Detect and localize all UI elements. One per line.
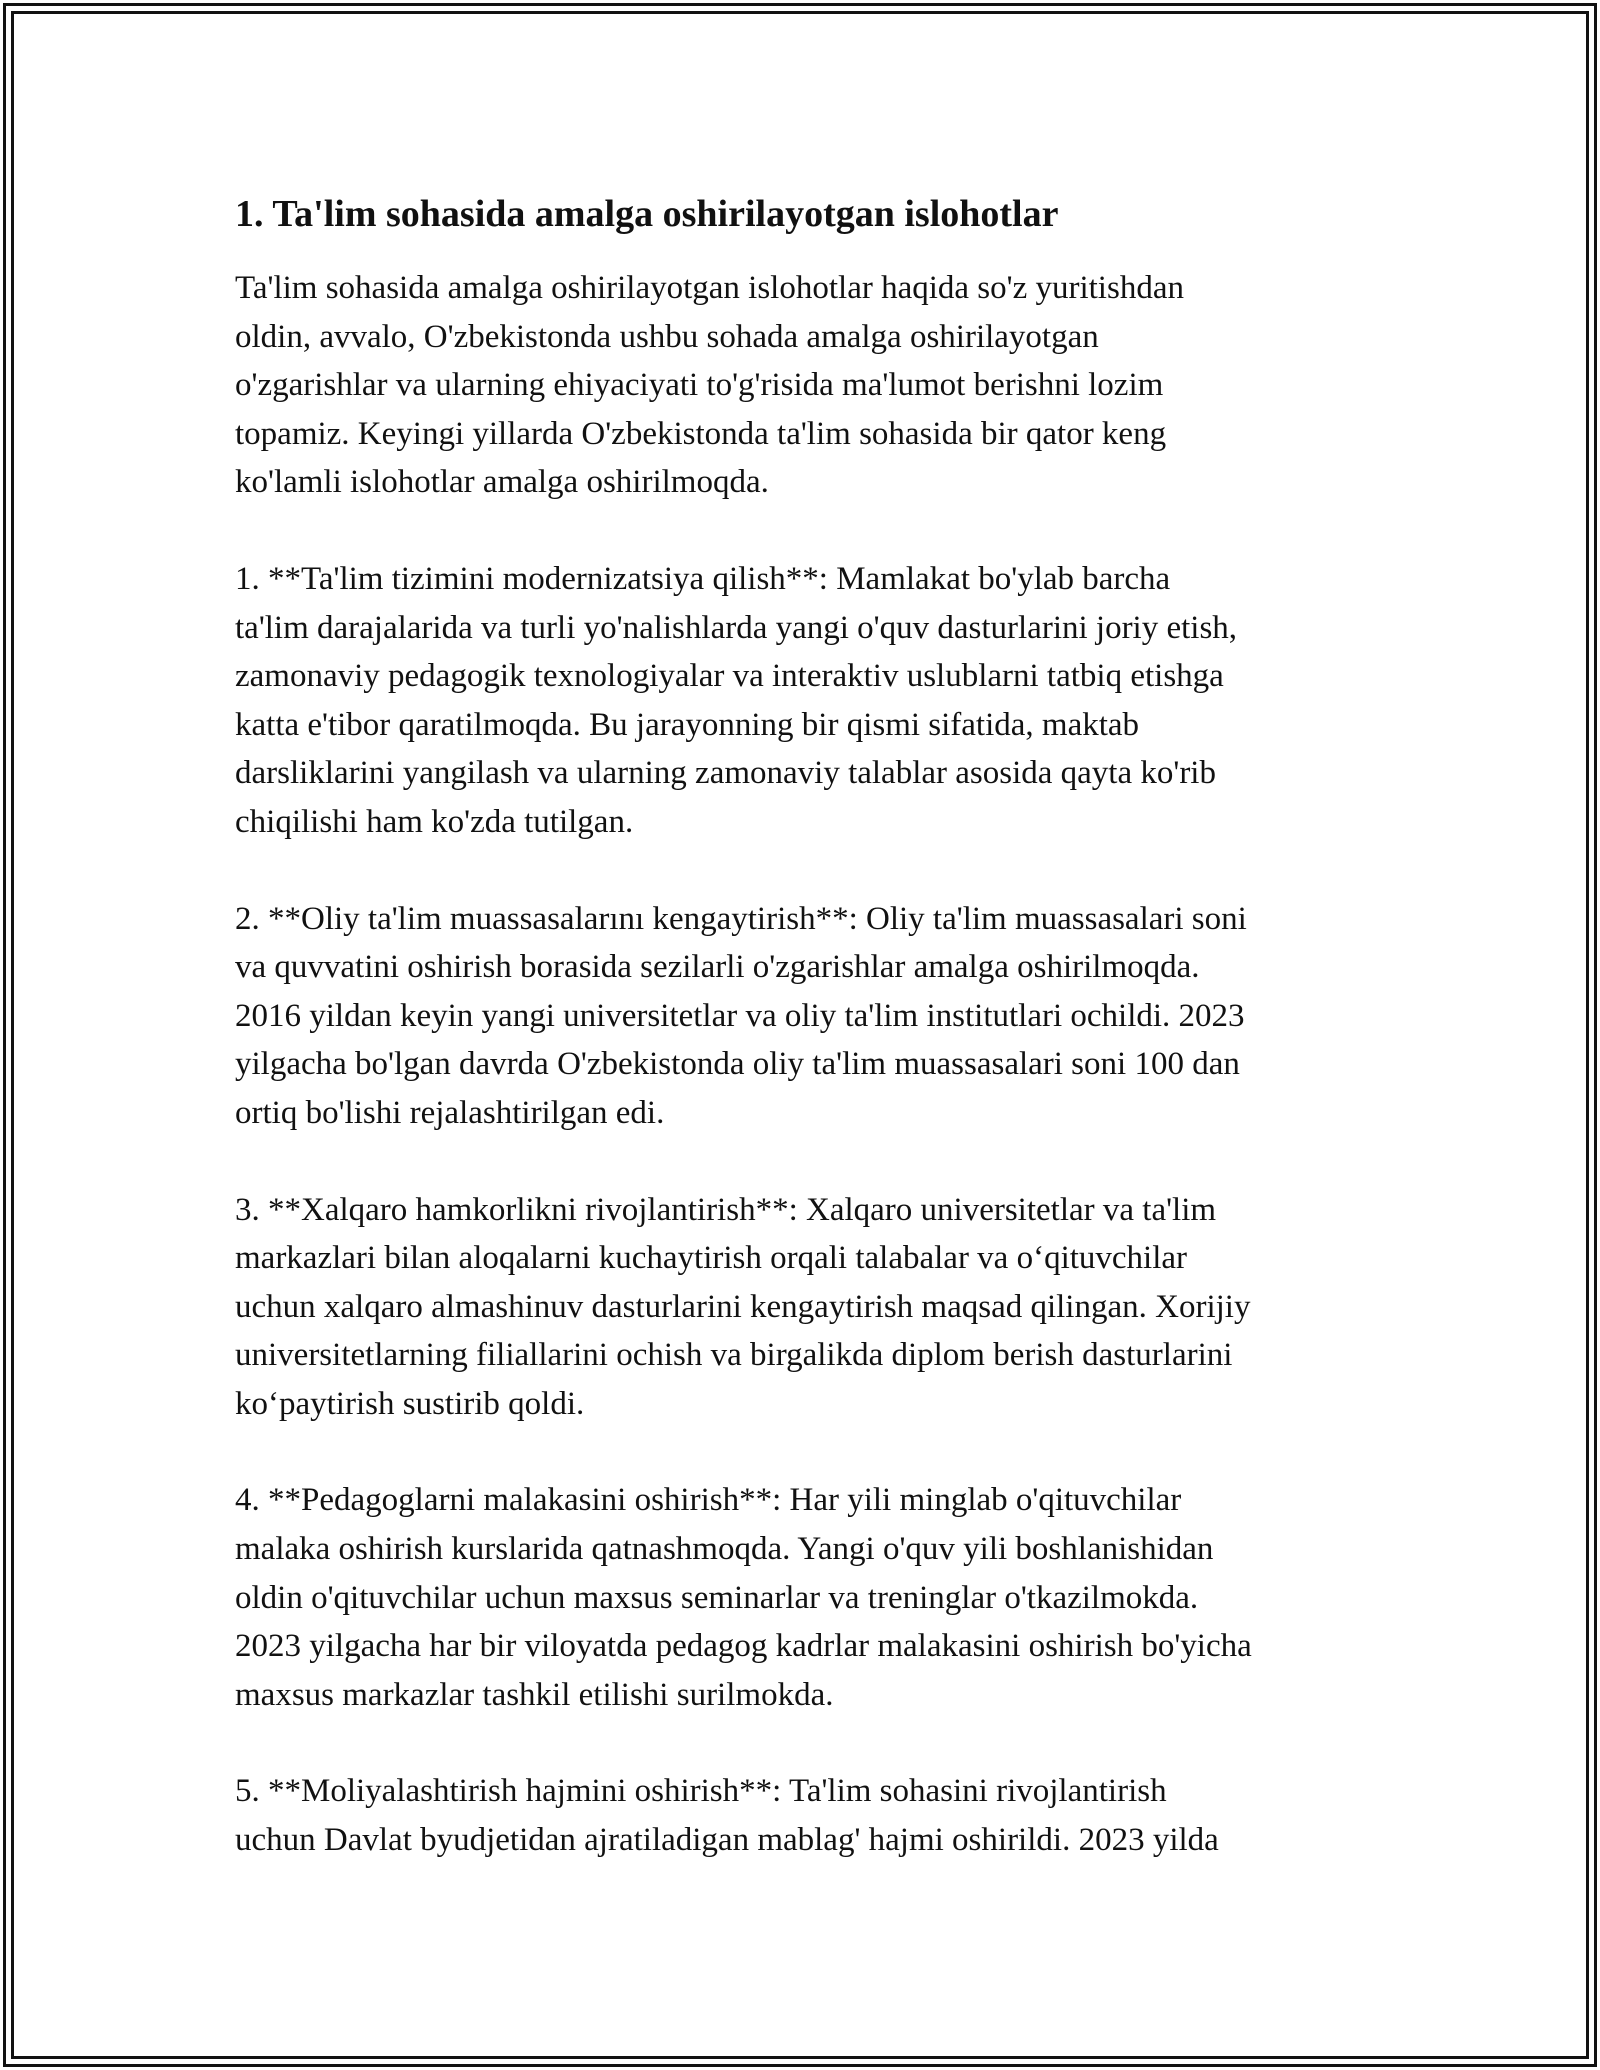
text-line: zamonaviy pedagogik texnologiyalar va interaktiv uslublarni tatbiq etishga — [235, 658, 1224, 695]
text-line: 2. **Oliy ta'lim muassasalarını kengaytirish**: Oliy ta'lim muassasalari soni — [235, 900, 1247, 937]
intro-paragraph — [235, 264, 1395, 507]
list-item-1-paragraph — [235, 555, 1395, 847]
text-line: ortiq bo'lishi rejalashtirilgan edi. — [235, 1094, 665, 1131]
text-line: o'zgarishlar va ularning ehiyaciyati to'g'risida ma'lumot berishni lozim — [235, 367, 1164, 404]
text-line: 1. **Ta'lim tizimini modernizatsiya qilish**: Mamlakat bo'ylab barcha — [235, 560, 1171, 597]
text-line: topamiz. Keyingi yillarda O'zbekistonda ta'lim sohasida bir qator keng — [235, 415, 1167, 452]
text-line: ta'lim darajalarida va turli yo'nalishlarda yangi o'quv dasturlarini joriy etish, — [235, 609, 1238, 646]
text-line: chiqilishi ham ko'zda tutilgan. — [235, 803, 634, 840]
list-item-5-paragraph — [235, 1767, 1395, 1864]
list-item-4-paragraph — [235, 1476, 1395, 1719]
list-item-2-paragraph — [235, 895, 1395, 1138]
text-line: universitetlarning filiallarini ochish va birgalikda diplom berish dasturlarini — [235, 1337, 1233, 1374]
text-line: malaka oshirish kurslarida qatnashmoqda. Yangi o'quv yili boshlanishidan — [235, 1531, 1214, 1568]
section-heading: 1. Ta'lim sohasida amalga oshirilayotgan islohotlar — [235, 193, 1059, 235]
text-line: yilgacha bo'lgan davrda O'zbekistonda oliy ta'lim muassasalari soni 100 dan — [235, 1046, 1240, 1083]
text-line: oldin o'qituvchilar uchun maxsus seminarlar va treninglar o'tkazilmokda. — [235, 1579, 1199, 1616]
text-line: katta e'tibor qaratilmoqda. Bu jarayonning bir qismi sifatida, maktab — [235, 706, 1140, 743]
text-line: va quvvatini oshirish borasida sezilarli o'zgarishlar amalga oshirilmoqda. — [235, 949, 1200, 986]
text-line: 4. **Pedagoglarni malakasini oshirish**: Har yili minglab o'qituvchilar — [235, 1482, 1182, 1519]
text-line: ko'lamli islohotlar amalga oshirilmoqda. — [235, 464, 769, 501]
text-line: 5. **Moliyalashtirish hajmini oshirish**: Ta'lim sohasini rivojlantirish — [235, 1773, 1167, 1810]
list-item-3-paragraph — [235, 1186, 1395, 1429]
text-line: maxsus markazlar tashkil etilishi surilmokda. — [235, 1676, 834, 1713]
text-line: 3. **Xalqaro hamkorlikni rivojlantirish**: Xalqaro universitetlar va ta'lim — [235, 1191, 1217, 1228]
text-line: Ta'lim sohasida amalga oshirilayotgan islohotlar haqida so'z yuritishdan — [235, 270, 1184, 306]
document-body — [235, 188, 1395, 1913]
text-line: uchun Davlat byudjetidan ajratiladigan mablag' hajmi oshirildi. 2023 yilda — [235, 1822, 1219, 1859]
text-line: oldin, avvalo, O'zbekistonda ushbu sohada amalga oshirilayotgan — [235, 318, 1099, 355]
text-line: markazlari bilan aloqalarni kuchaytirish orqali talabalar va o‘qituvchilar — [235, 1240, 1188, 1277]
text-line: uchun xalqaro almashinuv dasturlarini kengaytirish maqsad qilingan. Xorijiy — [235, 1288, 1251, 1325]
text-line: 2016 yildan keyin yangi universitetlar va oliy ta'lim institutlari ochildi. 2023 — [235, 997, 1245, 1034]
text-line: 2023 yilgacha har bir viloyatda pedagog kadrlar malakasini oshirish bo'yicha — [235, 1628, 1252, 1665]
text-line: ko‘paytirish sustirib qoldi. — [235, 1385, 585, 1422]
text-line: darsliklarini yangilash va ularning zamonaviy talablar asosida qayta ko'rib — [235, 755, 1216, 792]
